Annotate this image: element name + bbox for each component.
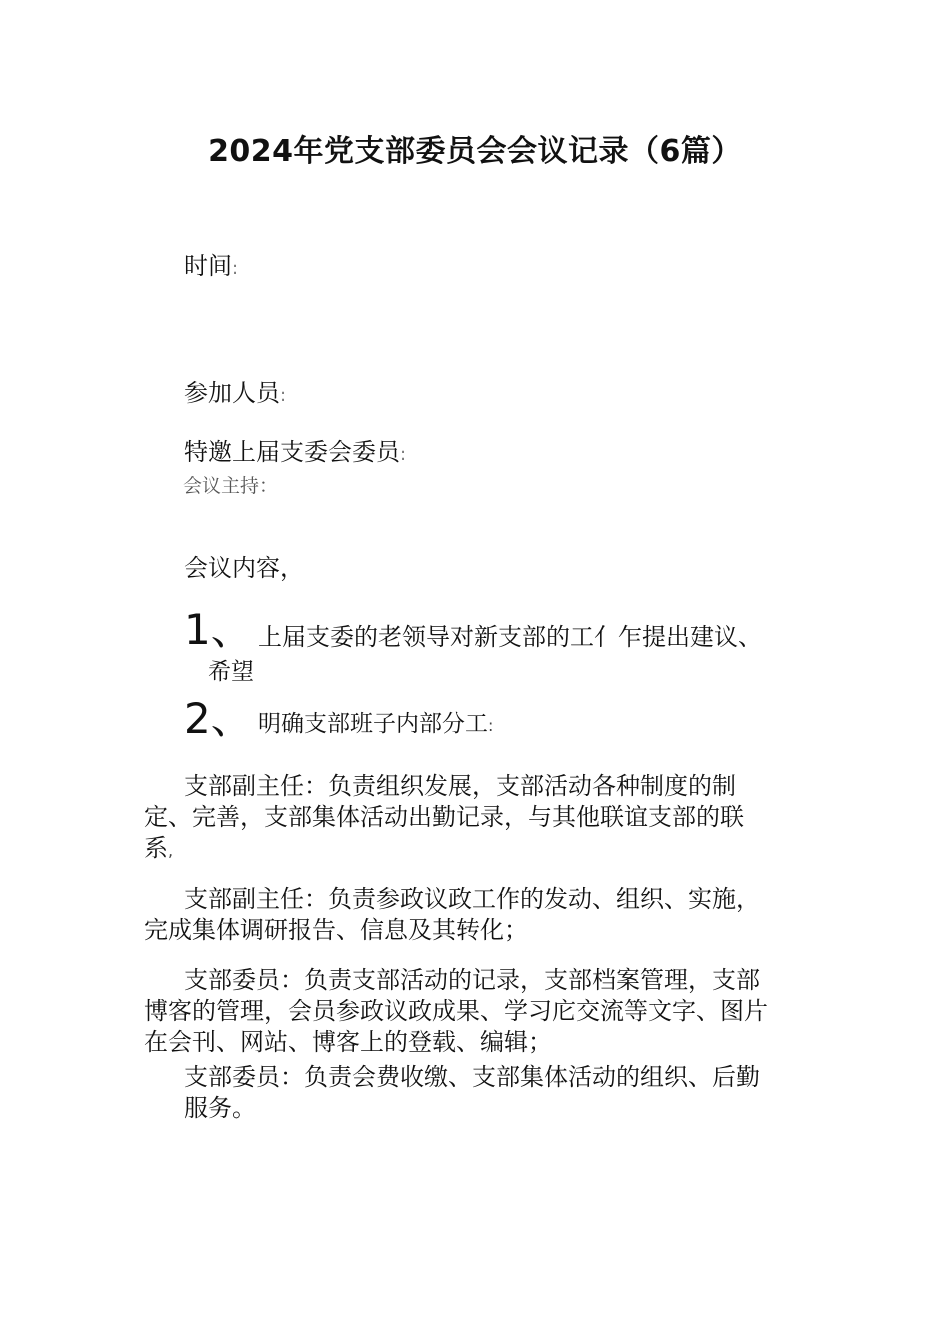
invited-label: 特邀上届支委会委员 xyxy=(184,438,400,466)
item-2-text xyxy=(258,709,493,741)
duty-1-line-1: 支部副主任：负责组织发展，支部活动各种制度的制 xyxy=(184,772,736,800)
duty-3-line-3: 在会刊、网站、博客上的登载、编辑； xyxy=(144,1028,552,1056)
duty-2-line-1: 支部副主任：负责参政议政工作的发动、组织、实施， xyxy=(184,885,760,913)
content-field: 会议内容， xyxy=(184,554,304,582)
duty-4-line-2: 服务。 xyxy=(184,1094,256,1122)
invited-field xyxy=(184,436,406,471)
item-1-text-line2: 希望 xyxy=(208,659,254,685)
time-field xyxy=(184,250,238,285)
duty-4-line-1: 支部委员：负责会费收缴、支部集体活动的组织、后勤 xyxy=(184,1063,760,1091)
host-field: 会议主持： xyxy=(183,475,279,497)
invited-colon: : xyxy=(400,444,407,465)
duty-1-line-3-tail: , xyxy=(168,841,174,860)
participants-field xyxy=(184,377,286,412)
duty-1-line-3 xyxy=(144,833,816,866)
document-title: 2024年党支部委员会会议记录（6篇） xyxy=(208,134,742,169)
time-colon: : xyxy=(232,258,239,279)
duty-3-line-1: 支部委员：负责支部活动的记录，支部档案管理，支部 xyxy=(184,966,760,994)
item-2-text-label: 明确支部班子内部分工 xyxy=(258,711,488,737)
duty-paragraph-1 xyxy=(144,771,816,866)
item-1-text-line1: 上届支委的老领导对新支部的工亻乍提出建议、 xyxy=(258,623,762,651)
duty-1-line-3-text: 系 xyxy=(144,834,168,862)
duty-paragraph-3 xyxy=(144,965,816,1058)
duty-1-line-2: 定、完善，支部集体活动出勤记录，与其他联谊支部的联 xyxy=(144,803,744,831)
time-label: 时间 xyxy=(184,252,232,280)
duty-3-line-2: 博客的管理，会员参政议政成果、学习庀交流等文字、图片 xyxy=(144,997,768,1025)
duty-paragraph-2 xyxy=(144,884,816,946)
participants-label: 参加人员 xyxy=(184,379,280,407)
duty-paragraph-4 xyxy=(144,1062,816,1124)
participants-colon: : xyxy=(280,385,287,406)
item-2-number: 2、 xyxy=(184,694,253,743)
duty-2-line-2: 完成集体调研报告、信息及其转化； xyxy=(144,916,528,944)
item-2-colon: : xyxy=(488,716,494,735)
item-1-number: 1、 xyxy=(184,605,253,654)
